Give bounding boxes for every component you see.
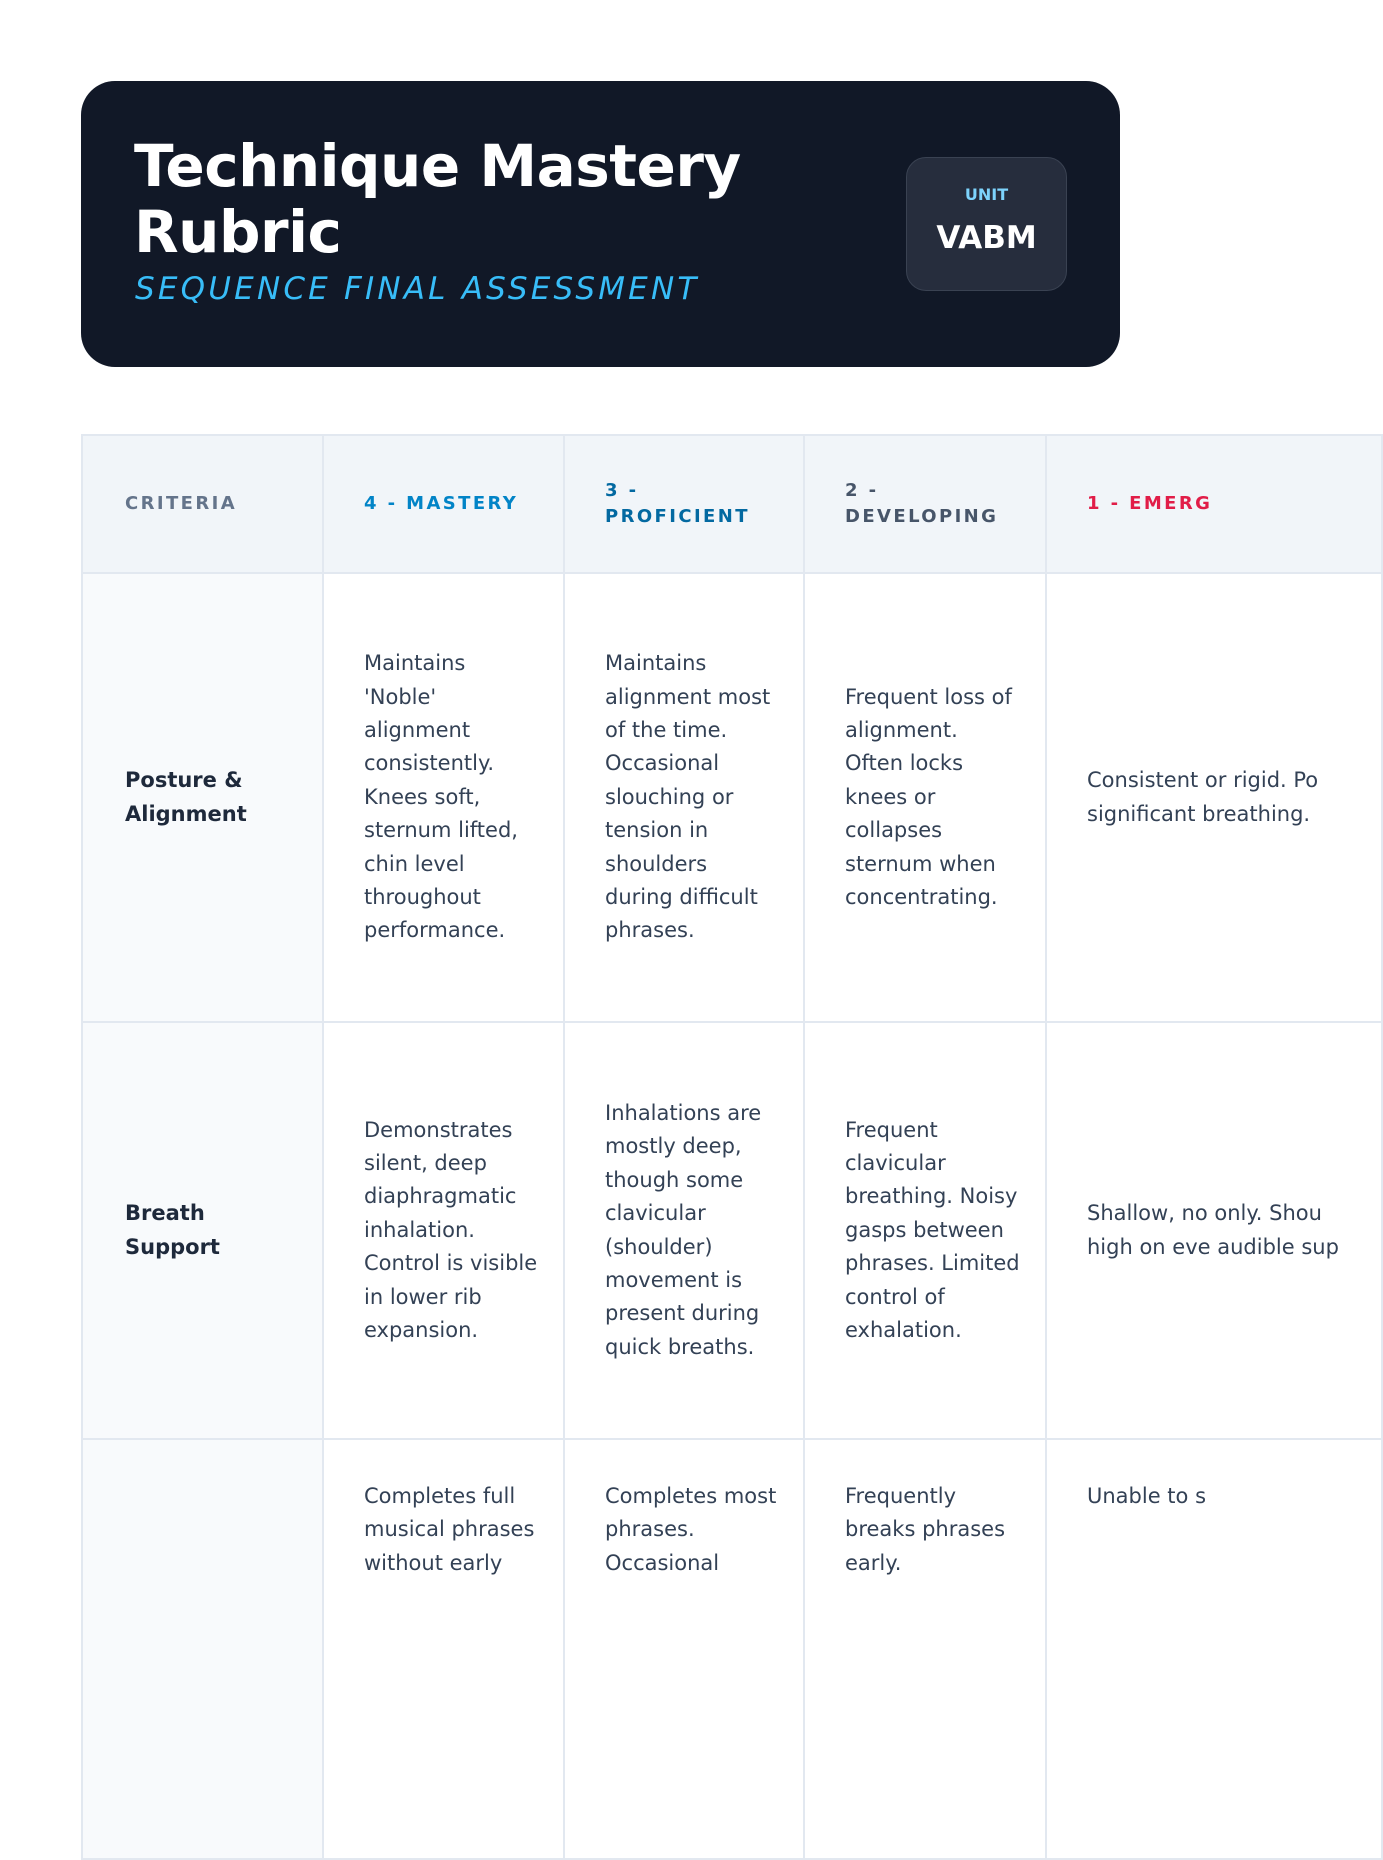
developing-cell: Frequent clavicular breathing. Noisy gasps between phrases. Limited control of exhalation. [804, 1022, 1046, 1439]
criteria-cell: Posture & Alignment [82, 573, 323, 1022]
mastery-cell: Completes full musical phrases without early [323, 1439, 564, 1859]
unit-value: VABM [936, 220, 1037, 256]
column-header-emerging: 1 - EMERG [1046, 435, 1382, 573]
column-header-criteria: CRITERIA [82, 435, 323, 573]
unit-label: UNIT [964, 185, 1009, 204]
mastery-cell: Demonstrates silent, deep diaphragmatic inhalation. Control is visible in lower rib expansion. [323, 1022, 564, 1439]
emerging-cell: Consistent or rigid. Po significant breathing. [1046, 573, 1382, 1022]
proficient-cell: Maintains alignment most of the time. Occasional slouching or tension in shoulders during difficult phrases. [564, 573, 804, 1022]
emerging-cell: Shallow, no only. Shou high on eve audible sup [1046, 1022, 1382, 1439]
criteria-cell: Breath Support [82, 1022, 323, 1439]
proficient-cell: Inhalations are mostly deep, though some clavicular (shoulder) movement is present during quick breaths. [564, 1022, 804, 1439]
developing-cell: Frequently breaks phrases early. [804, 1439, 1046, 1859]
page-title: Technique Mastery Rubric [134, 132, 741, 266]
table-row [82, 1022, 1382, 1439]
page-subtitle: SEQUENCE FINAL ASSESSMENT [135, 271, 700, 307]
developing-cell: Frequent loss of alignment. Often locks knees or collapses sternum when concentrating. [804, 573, 1046, 1022]
unit-badge [906, 157, 1067, 291]
table-row [82, 573, 1382, 1022]
emerging-cell: Unable to s [1046, 1439, 1382, 1859]
criteria-cell [82, 1439, 323, 1859]
rubric-table [81, 434, 1383, 1860]
mastery-cell: Maintains 'Noble' alignment consistently. Knees soft, sternum lifted, chin level throughout performance. [323, 573, 564, 1022]
rubric-header-row [82, 435, 1382, 573]
table-row [82, 1439, 1382, 1859]
column-header-mastery: 4 - MASTERY [323, 435, 564, 573]
column-header-developing: 2 - DEVELOPING [804, 435, 1046, 573]
proficient-cell: Completes most phrases. Occasional [564, 1439, 804, 1859]
rubric-header [81, 81, 1120, 367]
column-header-proficient: 3 - PROFICIENT [564, 435, 804, 573]
